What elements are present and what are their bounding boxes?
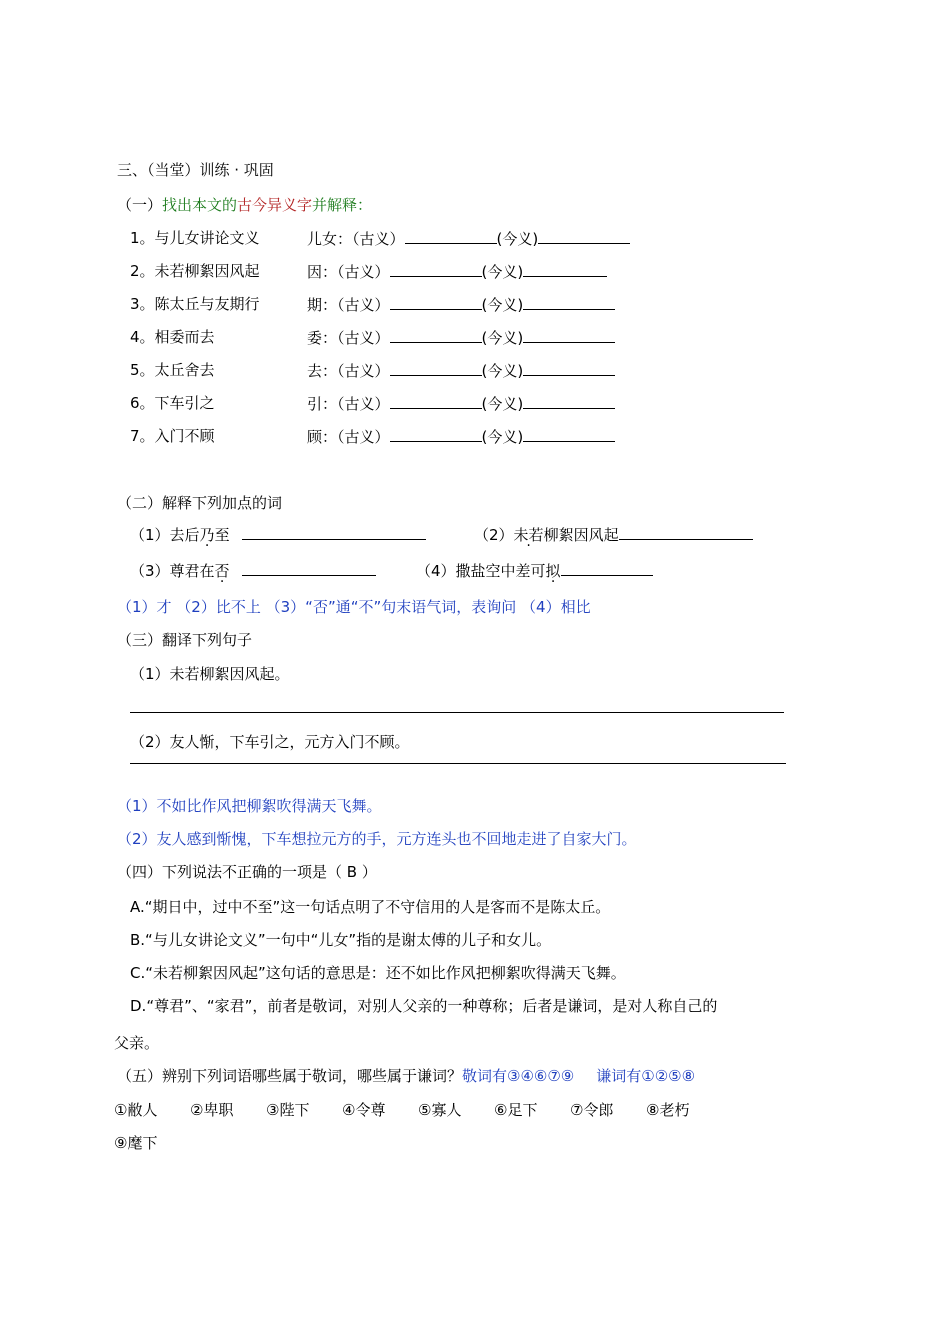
q1-prefix: （一） xyxy=(117,196,163,214)
q1-item xyxy=(130,426,215,446)
section-title: 三、（当堂）训练 · 巩固 xyxy=(117,161,274,179)
q2-item-1 xyxy=(130,524,426,545)
q4-option-a: A.“期日中，过中不至”这一句话点明了不守信用的人是客而不是陈太丘。 xyxy=(130,898,611,916)
q1-item-char: 儿女： xyxy=(307,230,353,248)
q1-gu-blank[interactable] xyxy=(390,261,482,277)
q1-item-phrase: 4。相委而去 xyxy=(130,328,215,346)
q1-item-answer xyxy=(307,228,630,249)
q3-sentence-2: （2）友人惭，下车引之，元方入门不顾。 xyxy=(130,733,410,751)
q1-jin-label: (今义) xyxy=(496,230,539,248)
q2-item-text: （2） xyxy=(474,526,514,544)
q3-sentence-1: （1）未若柳絮因风起。 xyxy=(130,665,290,683)
q4-option-b: B.“与儿女讲论文义”一句中“儿女”指的是谢太傅的儿子和女儿。 xyxy=(130,931,552,949)
q1-gu-blank[interactable] xyxy=(405,228,497,244)
q1-jin-blank[interactable] xyxy=(523,426,615,442)
q3-title: （三）翻译下列句子 xyxy=(117,631,253,649)
q1-jin-blank[interactable] xyxy=(523,393,615,409)
q2-item-text: （1）去后 xyxy=(130,526,200,544)
q1-gu-label: （古义） xyxy=(337,395,390,413)
q5-word: ②卑职 xyxy=(190,1101,234,1119)
q5-answer-humble: 谦词有①②⑤⑧ xyxy=(596,1067,696,1085)
q2-item-text: （3）尊君在 xyxy=(130,562,215,580)
q1-gu-blank[interactable] xyxy=(390,327,482,343)
q2-dotted-word: 乃 xyxy=(199,526,215,544)
q4-option-d: D.“尊君”、“家君”，前者是敬词，对别人父亲的一种尊称；后者是谦词，是对人称自己的 xyxy=(130,997,718,1015)
q3-answer-2: （2）友人感到惭愧，下车想拉元方的手，元方连头也不回地走进了自家大门。 xyxy=(117,830,637,848)
q2-item-text: 柳絮因风起 xyxy=(543,526,619,544)
q1-gu-label: （古义） xyxy=(337,428,390,446)
q1-jin-blank[interactable] xyxy=(523,327,615,343)
q1-red-text: 古今异义字 xyxy=(237,196,313,214)
q1-gu-blank[interactable] xyxy=(390,426,482,442)
q4-option-d-cont: 父亲。 xyxy=(114,1034,160,1052)
q1-item xyxy=(130,261,260,281)
q3-answer-1: （1）不如比作风把柳絮吹得满天飞舞。 xyxy=(117,797,382,815)
q5-word: ⑨麾下 xyxy=(114,1134,158,1152)
q1-title xyxy=(117,195,372,215)
q5-title xyxy=(117,1066,695,1086)
q5-word: ⑧老朽 xyxy=(646,1101,690,1119)
q1-jin-blank[interactable] xyxy=(538,228,630,244)
q4-option-c: C.“未若柳絮因风起”这句话的意思是：还不如比作风把柳絮吹得满天飞舞。 xyxy=(130,964,626,982)
q5-word: ①敝人 xyxy=(114,1101,158,1119)
q2-answer-blank[interactable] xyxy=(619,524,753,540)
q1-gu-label: （古义） xyxy=(352,230,405,248)
q1-item-char: 顾： xyxy=(307,428,338,446)
q1-item-char: 因： xyxy=(307,263,338,281)
q2-answer-blank[interactable] xyxy=(242,524,426,540)
q2-answer-blank[interactable] xyxy=(242,560,376,576)
q2-title: （二）解释下列加点的词 xyxy=(117,494,283,512)
q2-dotted-word: 拟 xyxy=(545,562,561,580)
q5-word: ④令尊 xyxy=(342,1101,386,1119)
q1-item xyxy=(130,393,215,413)
q1-jin-blank[interactable] xyxy=(523,261,607,277)
q1-gu-label: （古义） xyxy=(337,362,390,380)
q2-item-text: 至 xyxy=(214,526,230,544)
q1-gu-label: （古义） xyxy=(337,329,390,347)
q1-item-answer xyxy=(307,393,615,414)
q1-item-phrase: 3。陈太丘与友期行 xyxy=(130,295,260,313)
q1-item-answer xyxy=(307,261,607,282)
q1-item-phrase: 1。与儿女讲论文义 xyxy=(130,229,260,247)
q2-item-2 xyxy=(474,524,753,545)
q1-item-phrase: 2。未若柳絮因风起 xyxy=(130,262,260,280)
q5-word: ⑥足下 xyxy=(494,1101,538,1119)
q2-dotted-word: 否 xyxy=(214,562,230,580)
q1-item-phrase: 6。下车引之 xyxy=(130,394,215,412)
q1-green-text: 找出本文的 xyxy=(162,196,238,214)
q1-item-char: 委： xyxy=(307,329,338,347)
q5-word: ⑦令郎 xyxy=(570,1101,614,1119)
q1-gu-blank[interactable] xyxy=(390,393,482,409)
q1-jin-label: (今义) xyxy=(481,329,524,347)
q1-gu-blank[interactable] xyxy=(390,294,482,310)
q1-gu-label: （古义） xyxy=(337,296,390,314)
q1-jin-label: (今义) xyxy=(481,296,524,314)
q1-gu-blank[interactable] xyxy=(390,360,482,376)
q4-title: （四）下列说法不正确的一项是（ B ） xyxy=(117,863,377,881)
q1-jin-label: (今义) xyxy=(481,263,524,281)
q1-item-phrase: 5。太丘舍去 xyxy=(130,361,215,379)
q1-item-answer xyxy=(307,294,615,315)
q1-item xyxy=(130,294,260,314)
q3-answer-line-1[interactable] xyxy=(130,712,784,713)
q1-item xyxy=(130,360,215,380)
q5-answer-respectful: 敬词有③④⑥⑦⑨ xyxy=(462,1067,575,1085)
q1-item-char: 去： xyxy=(307,362,338,380)
q1-jin-blank[interactable] xyxy=(523,360,615,376)
q1-green-text-2: 并解释： xyxy=(312,196,373,214)
q1-jin-blank[interactable] xyxy=(523,294,615,310)
q1-item-phrase: 7。入门不顾 xyxy=(130,427,215,445)
q2-dotted-word: 未若 xyxy=(513,526,544,544)
q1-item xyxy=(130,327,215,347)
q2-item-3 xyxy=(130,560,376,581)
q1-jin-label: (今义) xyxy=(481,428,524,446)
q1-item-answer xyxy=(307,360,615,381)
q3-answer-line-2[interactable] xyxy=(130,763,786,764)
q1-jin-label: (今义) xyxy=(481,362,524,380)
q1-jin-label: (今义) xyxy=(481,395,524,413)
q5-word: ⑤寡人 xyxy=(418,1101,462,1119)
q2-answer: （1）才 （2）比不上 （3）“否”通“不”句末语气词，表询问 （4）相比 xyxy=(117,598,591,616)
q1-item-answer xyxy=(307,327,615,348)
q1-item-char: 期： xyxy=(307,296,338,314)
q1-item-char: 引： xyxy=(307,395,338,413)
q2-answer-blank[interactable] xyxy=(561,560,653,576)
q2-item-text: （4）撒盐空中差可 xyxy=(416,562,546,580)
q1-gu-label: （古义） xyxy=(337,263,390,281)
q5-question: （五）辨别下列词语哪些属于敬词，哪些属于谦词？ xyxy=(117,1067,463,1085)
q5-word: ③陛下 xyxy=(266,1101,310,1119)
q2-item-4 xyxy=(416,560,653,581)
q1-item-answer xyxy=(307,426,615,447)
